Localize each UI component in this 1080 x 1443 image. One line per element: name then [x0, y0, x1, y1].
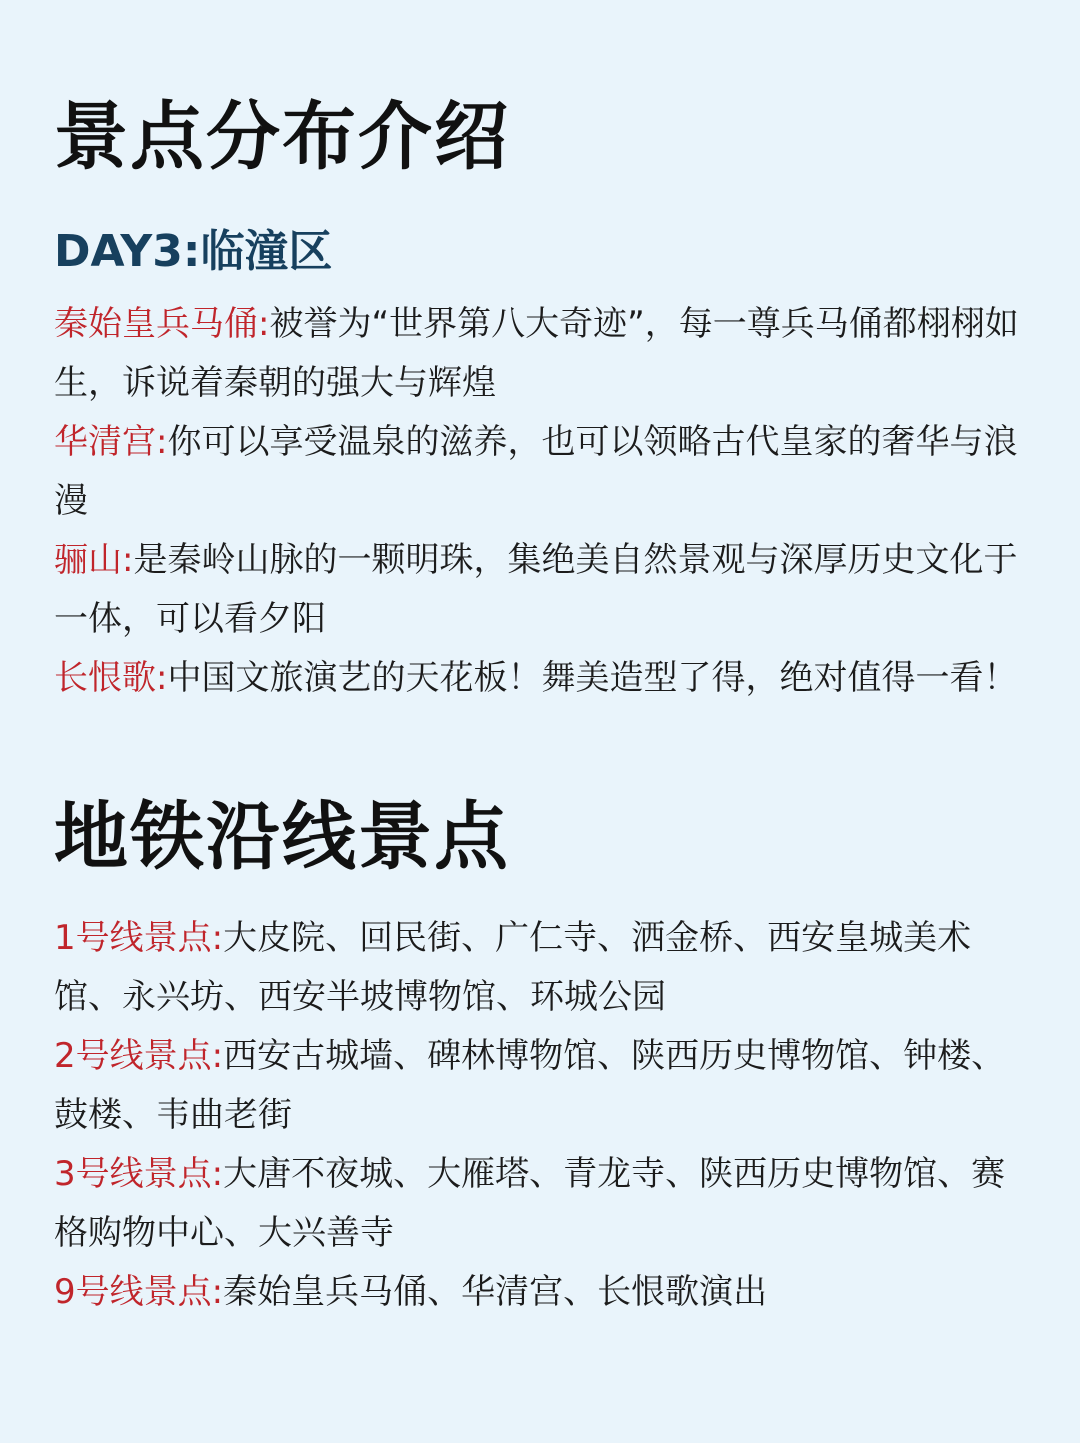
day3-heading: DAY3:临潼区 — [54, 226, 333, 277]
metro-heading: 地铁沿线景点 — [54, 794, 510, 880]
item-label: 3号线景点: — [54, 1154, 224, 1194]
item-text: 你可以享受温泉的滋养，也可以领略古代皇家的奢华与浪漫 — [54, 422, 1018, 521]
item-text: 被誉为“世界第八大奇迹”，每一尊兵马俑都栩栩如生，诉说着秦朝的强大与辉煌 — [54, 304, 1019, 403]
list-item — [54, 1027, 1034, 1145]
item-text: 中国文旅演艺的天花板！舞美造型了得，绝对值得一看！ — [167, 658, 1018, 698]
item-label: 骊山: — [54, 540, 134, 580]
item-label: 1号线景点: — [54, 918, 224, 958]
list-item — [54, 1263, 1034, 1322]
list-item — [54, 531, 1034, 649]
item-text: 西安古城墙、碑林博物馆、陕西历史博物馆、钟楼、鼓楼、韦曲老街 — [54, 1036, 1006, 1135]
day3-attraction-list — [54, 295, 1034, 708]
item-text: 是秦岭山脉的一颗明珠，集绝美自然景观与深厚历史文化于一体，可以看夕阳 — [54, 540, 1018, 639]
item-label: 秦始皇兵马俑: — [54, 304, 270, 344]
item-label: 长恨歌: — [54, 658, 168, 698]
item-text: 大唐不夜城、大雁塔、青龙寺、陕西历史博物馆、赛格购物中心、大兴善寺 — [54, 1154, 1006, 1253]
list-item — [54, 909, 1034, 1027]
item-label: 2号线景点: — [54, 1036, 224, 1076]
metro-attraction-list — [54, 909, 1034, 1322]
page-title: 景点分布介绍 — [54, 94, 510, 180]
list-item — [54, 649, 1034, 708]
list-item — [54, 295, 1034, 413]
list-item — [54, 413, 1034, 531]
list-item — [54, 1145, 1034, 1263]
item-label: 华清宫: — [54, 422, 168, 462]
item-label: 9号线景点: — [54, 1272, 224, 1312]
item-text: 秦始皇兵马俑、华清宫、长恨歌演出 — [223, 1272, 768, 1312]
item-text: 大皮院、回民街、广仁寺、洒金桥、西安皇城美术馆、永兴坊、西安半坡博物馆、环城公园 — [54, 918, 972, 1017]
